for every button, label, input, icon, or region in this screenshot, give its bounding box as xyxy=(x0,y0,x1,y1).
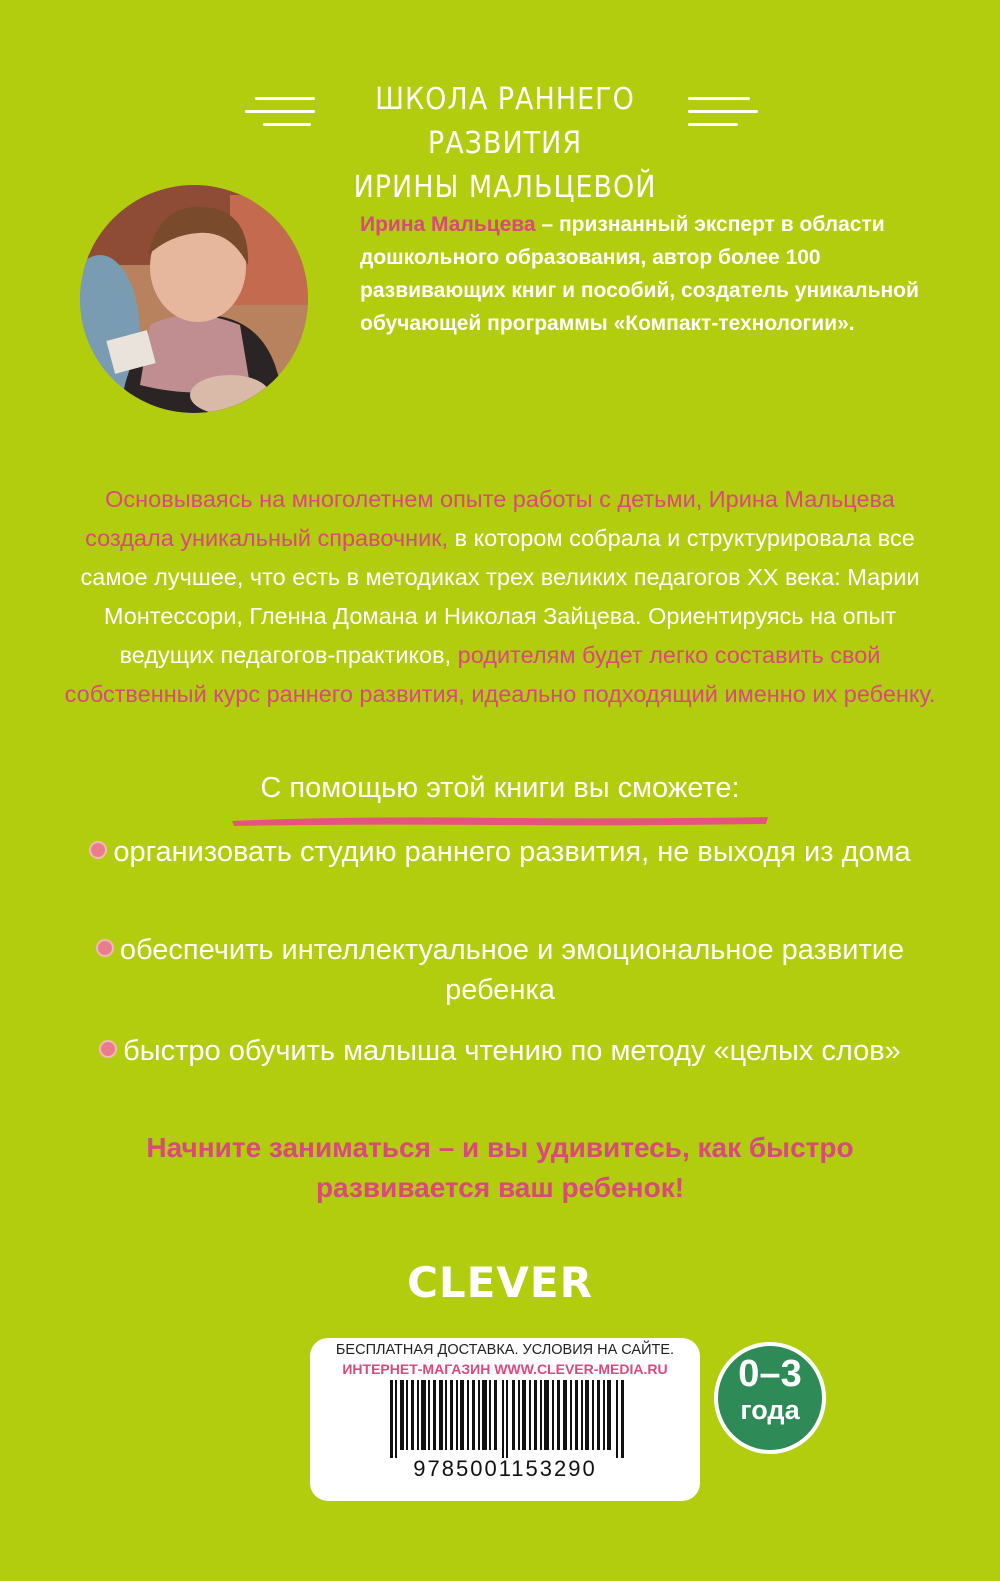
series-title-line1: ШКОЛА РАННЕГО РАЗВИТИЯ xyxy=(375,82,635,161)
author-photo xyxy=(80,185,308,413)
benefit-text: быстро обучить малыша чтению по методу «целых слов» xyxy=(123,1035,901,1067)
book-description xyxy=(60,480,940,714)
age-unit: года xyxy=(740,1395,800,1425)
benefits-title-underline xyxy=(230,812,770,828)
delivery-note: БЕСПЛАТНАЯ ДОСТАВКА. УСЛОВИЯ НА САЙТЕ. xyxy=(335,1342,675,1358)
publisher-logo: CLEVER xyxy=(407,1258,593,1307)
benefit-item xyxy=(60,930,940,1010)
description-highlight-2: родителям будет легко составить свой собственный курс раннего развития, идеально подходящий именно их ребенку. xyxy=(64,642,936,707)
description-highlight-1: Основываясь на многолетнем опыте работы с детьми, Ирина Мальцева создала уникальный справочник, xyxy=(85,486,895,551)
series-title-line2: ИРИНЫ МАЛЬЦЕВОЙ xyxy=(353,170,657,205)
age-range: 0–3 xyxy=(738,1353,802,1395)
bullet-dot-icon xyxy=(89,841,107,859)
barcode-icon xyxy=(390,1380,626,1458)
benefit-item xyxy=(60,832,940,872)
barcode-panel xyxy=(310,1338,700,1501)
age-badge xyxy=(714,1342,826,1454)
isbn-number: 9785001153290 xyxy=(413,1456,597,1481)
author-name: Ирина Мальцева xyxy=(360,213,536,236)
benefit-item xyxy=(60,1031,940,1071)
online-shop-link: ИНТЕРНЕТ-МАГАЗИН WWW.CLEVER-MEDIA.RU xyxy=(342,1361,668,1377)
author-bio-text: – признанный эксперт в области дошкольного образования, автор более 100 развивающих книг и пособий, создатель уникальной обучающей программы «Компакт-технологии». xyxy=(360,213,919,335)
author-bio xyxy=(360,208,920,340)
description-text: в котором собрала и структурировала все самое лучшее, что есть в методиках трех великих педагогов XX века: Марии Монтессори, Гленна Домана и Николая Зайцева. Ориентируясь на опыт ведущих педагогов-практиков, xyxy=(80,525,920,668)
header-decoration-right xyxy=(688,97,758,136)
bullet-dot-icon xyxy=(99,1040,117,1058)
series-title xyxy=(300,78,710,210)
call-to-action: Начните заниматься – и вы удивитесь, как быстро развивается ваш ребенок! xyxy=(146,1132,854,1203)
benefit-text: организовать студию раннего развития, не выходя из дома xyxy=(113,836,911,868)
benefit-text: обеспечить интеллектуальное и эмоциональное развитие ребенка xyxy=(119,934,905,1006)
bullet-dot-icon xyxy=(96,939,114,957)
benefits-title: С помощью этой книги вы сможете: xyxy=(260,772,740,804)
